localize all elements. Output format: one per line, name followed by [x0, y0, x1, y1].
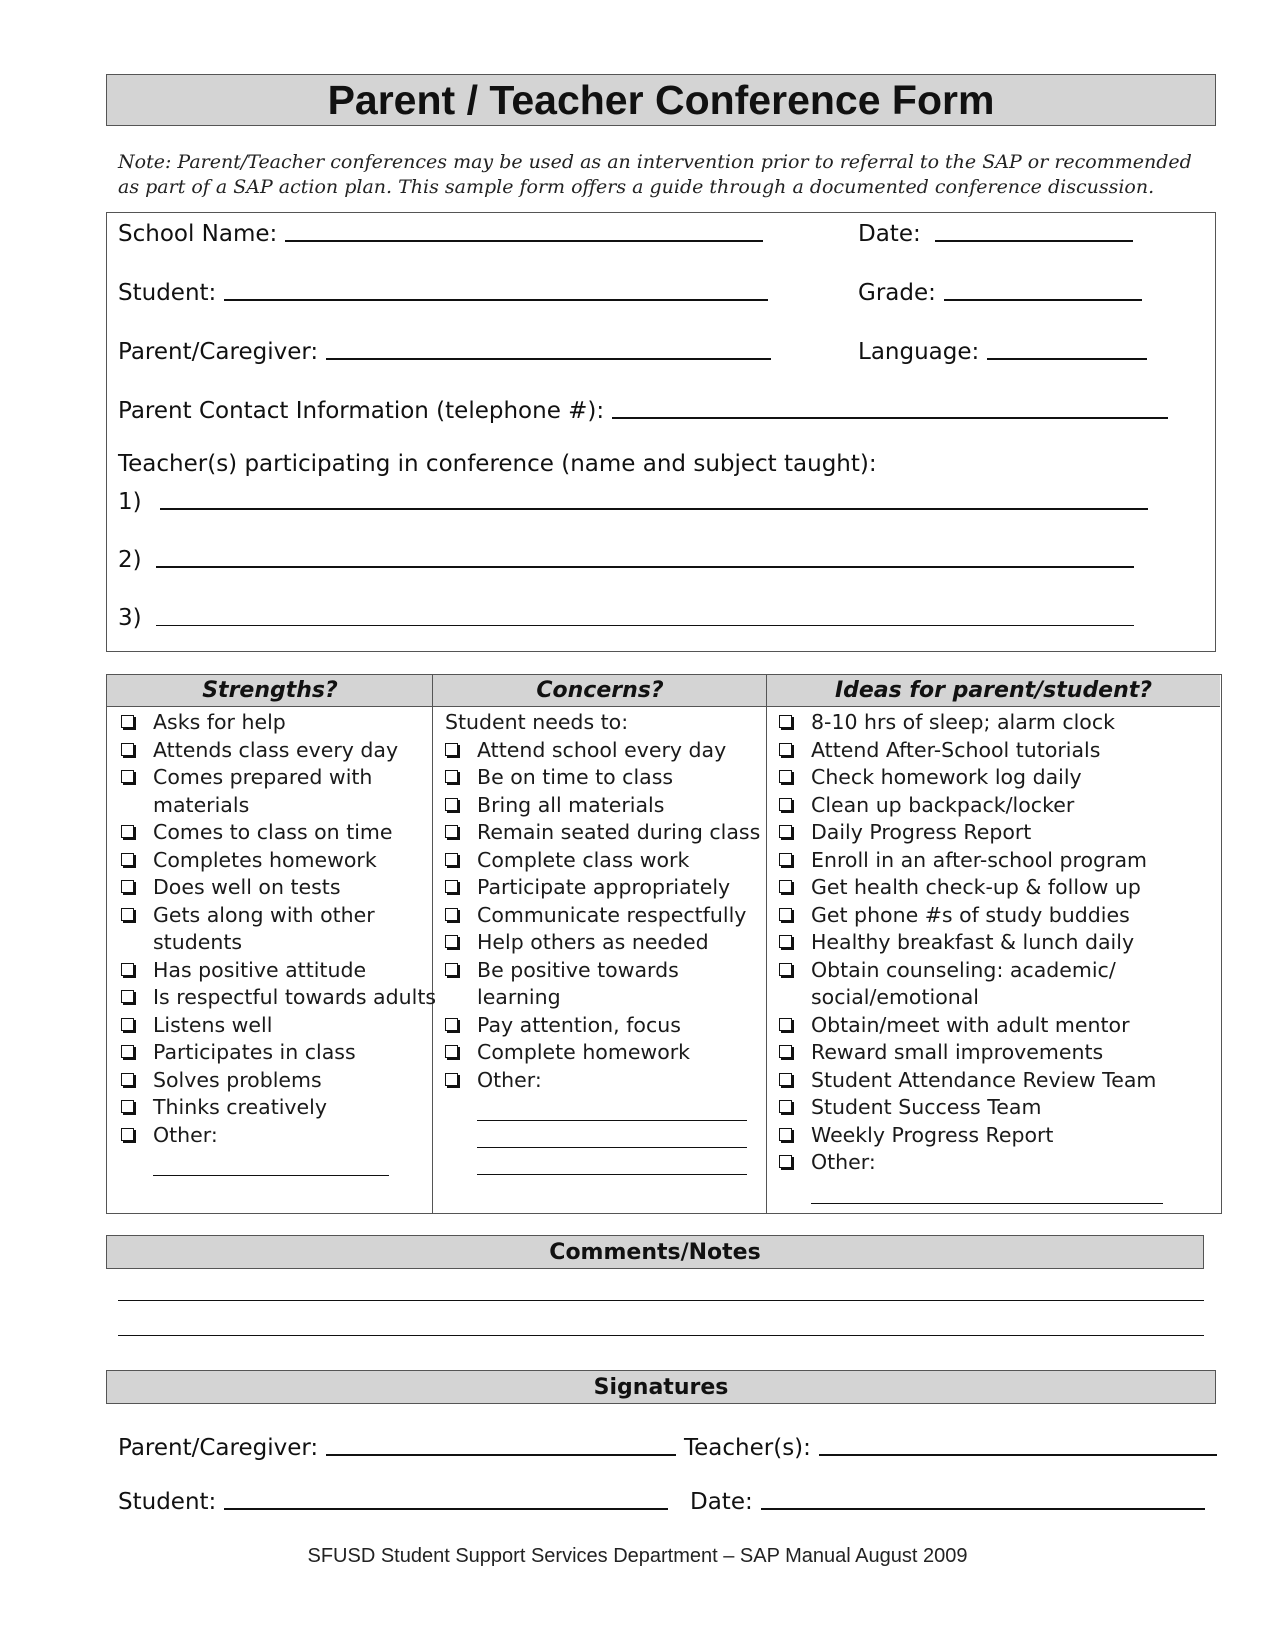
ideas-list: [775, 709, 1215, 1204]
item-label: Solves problems: [153, 1067, 322, 1092]
checkbox[interactable]: [445, 963, 458, 976]
list-item[interactable]: [775, 902, 1215, 930]
strengths-list: [117, 709, 437, 1176]
list-item[interactable]: [117, 902, 393, 957]
checkbox[interactable]: [445, 825, 458, 838]
item-label: Student Success Team: [811, 1095, 1042, 1119]
checkbox[interactable]: [445, 880, 458, 893]
item-label: Enroll in an after-school program: [811, 847, 1147, 872]
list-item[interactable]: [775, 957, 1151, 1012]
parent-signature-field[interactable]: [118, 1426, 676, 1461]
item-label: Daily Progress Report: [811, 820, 1032, 844]
student-signature-label: Student:: [118, 1489, 217, 1515]
item-label: Clean up backpack/locker: [811, 792, 1075, 817]
checkbox[interactable]: [121, 825, 134, 838]
checkbox[interactable]: [445, 1018, 458, 1031]
comments-heading: Comments/Notes: [106, 1235, 1204, 1269]
list-item[interactable]: [117, 1012, 427, 1040]
list-item[interactable]: [775, 1067, 1215, 1095]
list-item[interactable]: [117, 737, 427, 765]
list-item[interactable]: [441, 1067, 761, 1095]
checkbox[interactable]: [779, 853, 792, 866]
list-item[interactable]: [441, 792, 761, 820]
list-item[interactable]: [775, 737, 1215, 765]
checkbox[interactable]: [779, 715, 792, 728]
item-label: Complete homework: [477, 1040, 691, 1064]
item-label: Participate appropriately: [477, 875, 731, 899]
item-label: Student Attendance Review Team: [811, 1067, 1157, 1092]
checkbox[interactable]: [121, 1100, 134, 1113]
date-field[interactable]: [858, 212, 1133, 247]
item-label: Remain seated during class: [477, 820, 761, 844]
list-item[interactable]: [117, 1122, 427, 1150]
list-item[interactable]: [441, 1039, 761, 1067]
item-label: Is respectful towards adults: [153, 985, 437, 1009]
student-line[interactable]: [224, 298, 768, 301]
signature-date-field[interactable]: [690, 1480, 1205, 1515]
concerns-intro: Student needs to:: [445, 710, 629, 734]
grade-line[interactable]: [944, 298, 1142, 301]
checkbox[interactable]: [445, 798, 458, 811]
other-line[interactable]: [153, 1149, 389, 1176]
item-label: Attend school every day: [477, 737, 727, 762]
checkbox[interactable]: [121, 1073, 134, 1086]
checkbox[interactable]: [779, 825, 792, 838]
item-label: Listens well: [153, 1012, 273, 1037]
list-item[interactable]: [775, 874, 1215, 902]
teacher-signature-line[interactable]: [819, 1453, 1217, 1456]
comments-line-2[interactable]: [118, 1335, 1204, 1336]
teacher-line-1-label: 1): [118, 489, 142, 515]
column-divider: [432, 675, 433, 1213]
teacher-line-3[interactable]: [118, 596, 1134, 631]
list-item[interactable]: [775, 819, 1215, 847]
list-item[interactable]: [441, 737, 761, 765]
list-item[interactable]: [775, 1149, 1215, 1177]
checkbox[interactable]: [445, 935, 458, 948]
item-label: Other:: [477, 1067, 542, 1092]
item-label: Comes to class on time: [153, 820, 393, 844]
checkbox[interactable]: [445, 908, 458, 921]
item-label: 8-10 hrs of sleep; alarm clock: [811, 710, 1115, 734]
list-item[interactable]: [441, 819, 761, 847]
list-item[interactable]: [441, 764, 761, 792]
checkbox[interactable]: [779, 798, 792, 811]
other-line[interactable]: [477, 1121, 747, 1148]
page-footer: SFUSD Student Support Services Department – SAP Manual August 2009: [307, 1545, 968, 1567]
teacher-signature-field[interactable]: [684, 1426, 1217, 1461]
parent-caregiver-field[interactable]: [118, 330, 771, 365]
teacher-line-1[interactable]: [118, 480, 1148, 515]
list-item[interactable]: [441, 1012, 761, 1040]
teacher-line-3-label: 3): [118, 605, 142, 631]
signatures-heading: Signatures: [106, 1370, 1216, 1404]
other-line[interactable]: [811, 1177, 1163, 1204]
list-item[interactable]: [775, 1094, 1215, 1122]
concerns-heading: Concerns?: [433, 675, 767, 707]
checkbox[interactable]: [121, 963, 134, 976]
checkbox[interactable]: [121, 908, 134, 921]
list-item[interactable]: [775, 1122, 1215, 1150]
student-signature-field[interactable]: [118, 1480, 668, 1515]
column-divider: [766, 675, 767, 1213]
list-item[interactable]: [117, 984, 437, 1012]
teacher-line-2-label: 2): [118, 547, 142, 573]
parent-caregiver-line[interactable]: [326, 357, 771, 360]
teacher-line-1-rule[interactable]: [160, 507, 1148, 510]
parent-contact-field[interactable]: [118, 389, 1168, 424]
checkbox[interactable]: [779, 1100, 792, 1113]
checkbox[interactable]: [779, 770, 792, 783]
checkbox[interactable]: [779, 1128, 792, 1141]
checklist-grid: [106, 674, 1222, 1214]
checkbox[interactable]: [121, 1045, 134, 1058]
signature-date-label: Date:: [690, 1489, 753, 1515]
language-line[interactable]: [987, 357, 1147, 360]
list-item[interactable]: [117, 1067, 427, 1095]
checkbox[interactable]: [445, 743, 458, 756]
checkbox[interactable]: [445, 853, 458, 866]
language-label: Language:: [858, 339, 980, 365]
list-item[interactable]: [117, 1039, 427, 1067]
school-name-label: School Name:: [118, 221, 278, 247]
list-item[interactable]: [117, 819, 427, 847]
list-item[interactable]: [441, 957, 717, 1012]
item-label: Weekly Progress Report: [811, 1122, 1054, 1147]
parent-contact-label: Parent Contact Information (telephone #):: [118, 398, 605, 424]
parent-signature-line[interactable]: [326, 1453, 676, 1456]
form-note: Note: Parent/Teacher conferences may be used as an intervention prior to referral to the SAP or recommended as part of a SAP action plan. This sample form offers a guide through a documented conference discussion.: [118, 151, 1192, 198]
list-item[interactable]: [117, 957, 427, 985]
other-line[interactable]: [477, 1148, 747, 1175]
item-label: Participates in class: [153, 1040, 356, 1064]
item-label: Comes prepared with materials: [153, 765, 373, 817]
checkbox[interactable]: [121, 990, 134, 1003]
strengths-heading: Strengths?: [107, 675, 433, 707]
item-label: Be positive towards learning: [477, 957, 679, 1009]
checkbox[interactable]: [779, 743, 792, 756]
list-item[interactable]: [775, 929, 1215, 957]
list-item[interactable]: [441, 902, 761, 930]
item-label: Does well on tests: [153, 875, 341, 899]
checkbox[interactable]: [779, 963, 792, 976]
checkbox[interactable]: [121, 1128, 134, 1141]
checkbox[interactable]: [779, 1155, 792, 1168]
item-label: Has positive attitude: [153, 957, 367, 982]
comments-line-1[interactable]: [118, 1300, 1204, 1301]
list-item[interactable]: [117, 709, 427, 737]
checkbox[interactable]: [445, 1073, 458, 1086]
list-item[interactable]: [775, 709, 1215, 737]
language-field[interactable]: [858, 330, 1147, 365]
item-label: Asks for help: [153, 710, 286, 734]
checkbox[interactable]: [779, 1045, 792, 1058]
form-title: Parent / Teacher Conference Form: [106, 74, 1216, 126]
list-item[interactable]: [775, 1039, 1215, 1067]
list-item[interactable]: [117, 874, 427, 902]
item-label: Help others as needed: [477, 930, 709, 954]
ideas-heading: Ideas for parent/student?: [767, 675, 1220, 707]
item-label: Pay attention, focus: [477, 1012, 681, 1037]
student-label: Student:: [118, 280, 217, 306]
list-item[interactable]: [441, 874, 761, 902]
concerns-list: [441, 709, 761, 1175]
item-label: Obtain counseling: academic/ social/emotional: [811, 957, 1116, 1009]
checkbox[interactable]: [121, 1018, 134, 1031]
checkbox[interactable]: [779, 908, 792, 921]
parent-signature-label: Parent/Caregiver:: [118, 1435, 319, 1461]
checkbox[interactable]: [779, 880, 792, 893]
date-label: Date:: [858, 221, 921, 247]
list-item[interactable]: [117, 847, 427, 875]
teacher-line-2-rule[interactable]: [156, 565, 1134, 568]
item-label: Communicate respectfully: [477, 902, 747, 927]
student-signature-line[interactable]: [224, 1507, 668, 1510]
teacher-signature-label: Teacher(s):: [684, 1435, 811, 1461]
checkbox[interactable]: [121, 770, 134, 783]
item-label: Attend After-School tutorials: [811, 737, 1101, 762]
list-item[interactable]: [441, 929, 761, 957]
checkbox[interactable]: [121, 743, 134, 756]
school-name-line[interactable]: [285, 239, 763, 242]
checkbox[interactable]: [445, 770, 458, 783]
grade-field[interactable]: [858, 271, 1142, 306]
parent-caregiver-label: Parent/Caregiver:: [118, 339, 319, 365]
checkbox[interactable]: [121, 853, 134, 866]
item-label: Gets along with other students: [153, 902, 375, 954]
checkbox[interactable]: [445, 1045, 458, 1058]
list-item[interactable]: [441, 847, 761, 875]
checkbox[interactable]: [779, 935, 792, 948]
item-label: Other:: [811, 1150, 876, 1174]
checkbox[interactable]: [779, 1073, 792, 1086]
list-item[interactable]: [775, 792, 1215, 820]
school-name-field[interactable]: [118, 212, 763, 247]
student-field[interactable]: [118, 271, 768, 306]
list-item[interactable]: [775, 1012, 1215, 1040]
checkbox[interactable]: [121, 880, 134, 893]
item-label: Obtain/meet with adult mentor: [811, 1012, 1130, 1037]
list-item[interactable]: [775, 847, 1215, 875]
parent-contact-line[interactable]: [612, 416, 1168, 419]
checkbox[interactable]: [779, 1018, 792, 1031]
item-label: Reward small improvements: [811, 1040, 1104, 1064]
item-label: Complete class work: [477, 847, 690, 872]
item-label: Other:: [153, 1122, 218, 1147]
item-label: Completes homework: [153, 847, 377, 872]
date-line[interactable]: [935, 239, 1133, 242]
grade-label: Grade:: [858, 280, 936, 306]
item-label: Attends class every day: [153, 737, 399, 762]
item-label: Get health check-up & follow up: [811, 875, 1141, 899]
list-item[interactable]: [117, 1094, 427, 1122]
list-item[interactable]: [117, 764, 383, 819]
checkbox[interactable]: [121, 715, 134, 728]
teachers-heading: Teacher(s) participating in conference (name and subject taught):: [118, 451, 877, 477]
item-label: Check homework log daily: [811, 765, 1082, 789]
item-label: Bring all materials: [477, 792, 665, 817]
item-label: Healthy breakfast & lunch daily: [811, 930, 1135, 954]
teacher-line-2[interactable]: [118, 538, 1134, 573]
list-item[interactable]: [775, 764, 1215, 792]
other-line[interactable]: [477, 1094, 747, 1121]
item-label: Get phone #s of study buddies: [811, 902, 1130, 927]
signature-date-line[interactable]: [761, 1507, 1205, 1510]
item-label: Be on time to class: [477, 765, 674, 789]
item-label: Thinks creatively: [153, 1095, 327, 1119]
teacher-line-3-rule[interactable]: [156, 624, 1134, 626]
